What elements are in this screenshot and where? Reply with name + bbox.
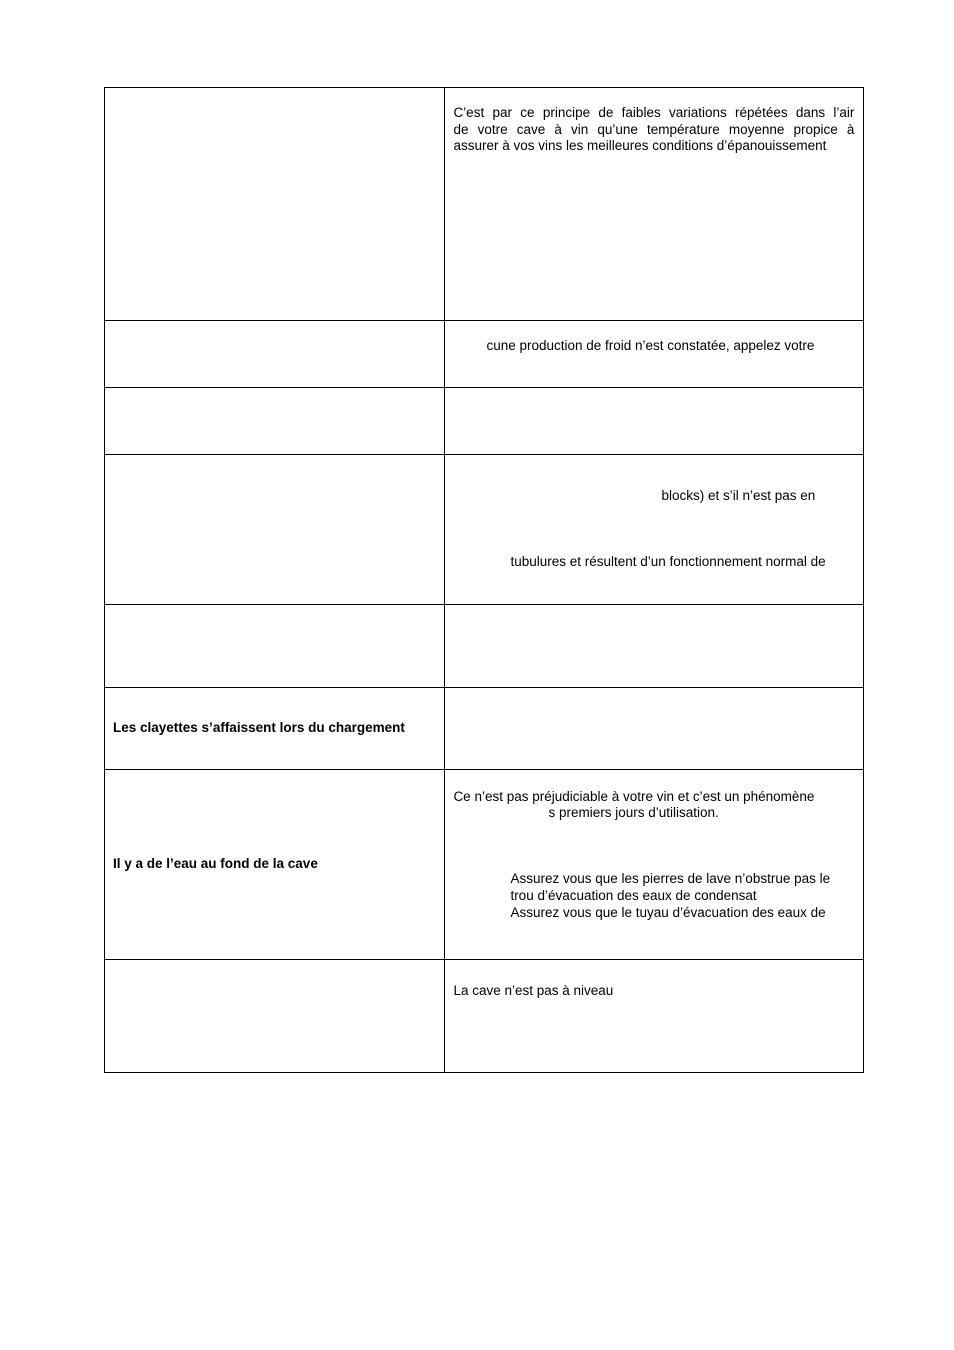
solution-cell — [445, 88, 864, 321]
table-row — [105, 688, 864, 770]
problem-cell — [105, 605, 445, 688]
solution-cell — [445, 770, 864, 960]
solution-line: Ce n’est pas préjudiciable à votre vin et c’est un phénomène — [453, 789, 815, 804]
solution-line: trou d’évacuation des eaux de condensat — [510, 888, 757, 903]
solution-line: s premiers jours d’utilisation. — [548, 805, 719, 820]
table-row — [105, 88, 864, 321]
solution-cell — [445, 960, 864, 1073]
table-row — [105, 321, 864, 388]
table-row — [105, 770, 864, 960]
solution-line: assurer à vos vins les meilleures conditions d’épanouissement — [453, 138, 827, 153]
problem-cell — [105, 388, 445, 455]
solution-cell — [445, 388, 864, 455]
solution-cell — [445, 688, 864, 770]
problem-cell — [105, 321, 445, 388]
problem-label: Il y a de l’eau au fond de la cave — [113, 856, 318, 871]
solution-line: tubulures et résultent d’un fonctionnement normal de — [510, 554, 826, 569]
table-row — [105, 605, 864, 688]
solution-cell — [445, 321, 864, 388]
troubleshooting-table — [104, 87, 864, 1073]
solution-line: blocks) et s’il n’est pas en — [661, 488, 816, 503]
problem-label: Les clayettes s’affaissent lors du chargement — [113, 720, 405, 735]
solution-line: Assurez vous que le tuyau d’évacuation des eaux de — [510, 905, 826, 920]
table-row — [105, 960, 864, 1073]
problem-cell — [105, 455, 445, 605]
problem-cell — [105, 88, 445, 321]
solution-line: cune production de froid n’est constatée, appelez votre — [486, 338, 815, 353]
table-row — [105, 455, 864, 605]
solution-line: de votre cave à vin qu’une température moyenne propice à — [453, 122, 855, 137]
solution-line: Assurez vous que les pierres de lave n’obstrue pas le — [510, 871, 831, 886]
problem-cell — [105, 688, 445, 770]
solution-line: La cave n’est pas à niveau — [453, 983, 614, 998]
table-row — [105, 388, 864, 455]
solution-cell — [445, 455, 864, 605]
solution-cell — [445, 605, 864, 688]
problem-cell — [105, 960, 445, 1073]
solution-line: C’est par ce principe de faibles variations répétées dans l’air — [453, 105, 855, 120]
problem-cell — [105, 770, 445, 960]
